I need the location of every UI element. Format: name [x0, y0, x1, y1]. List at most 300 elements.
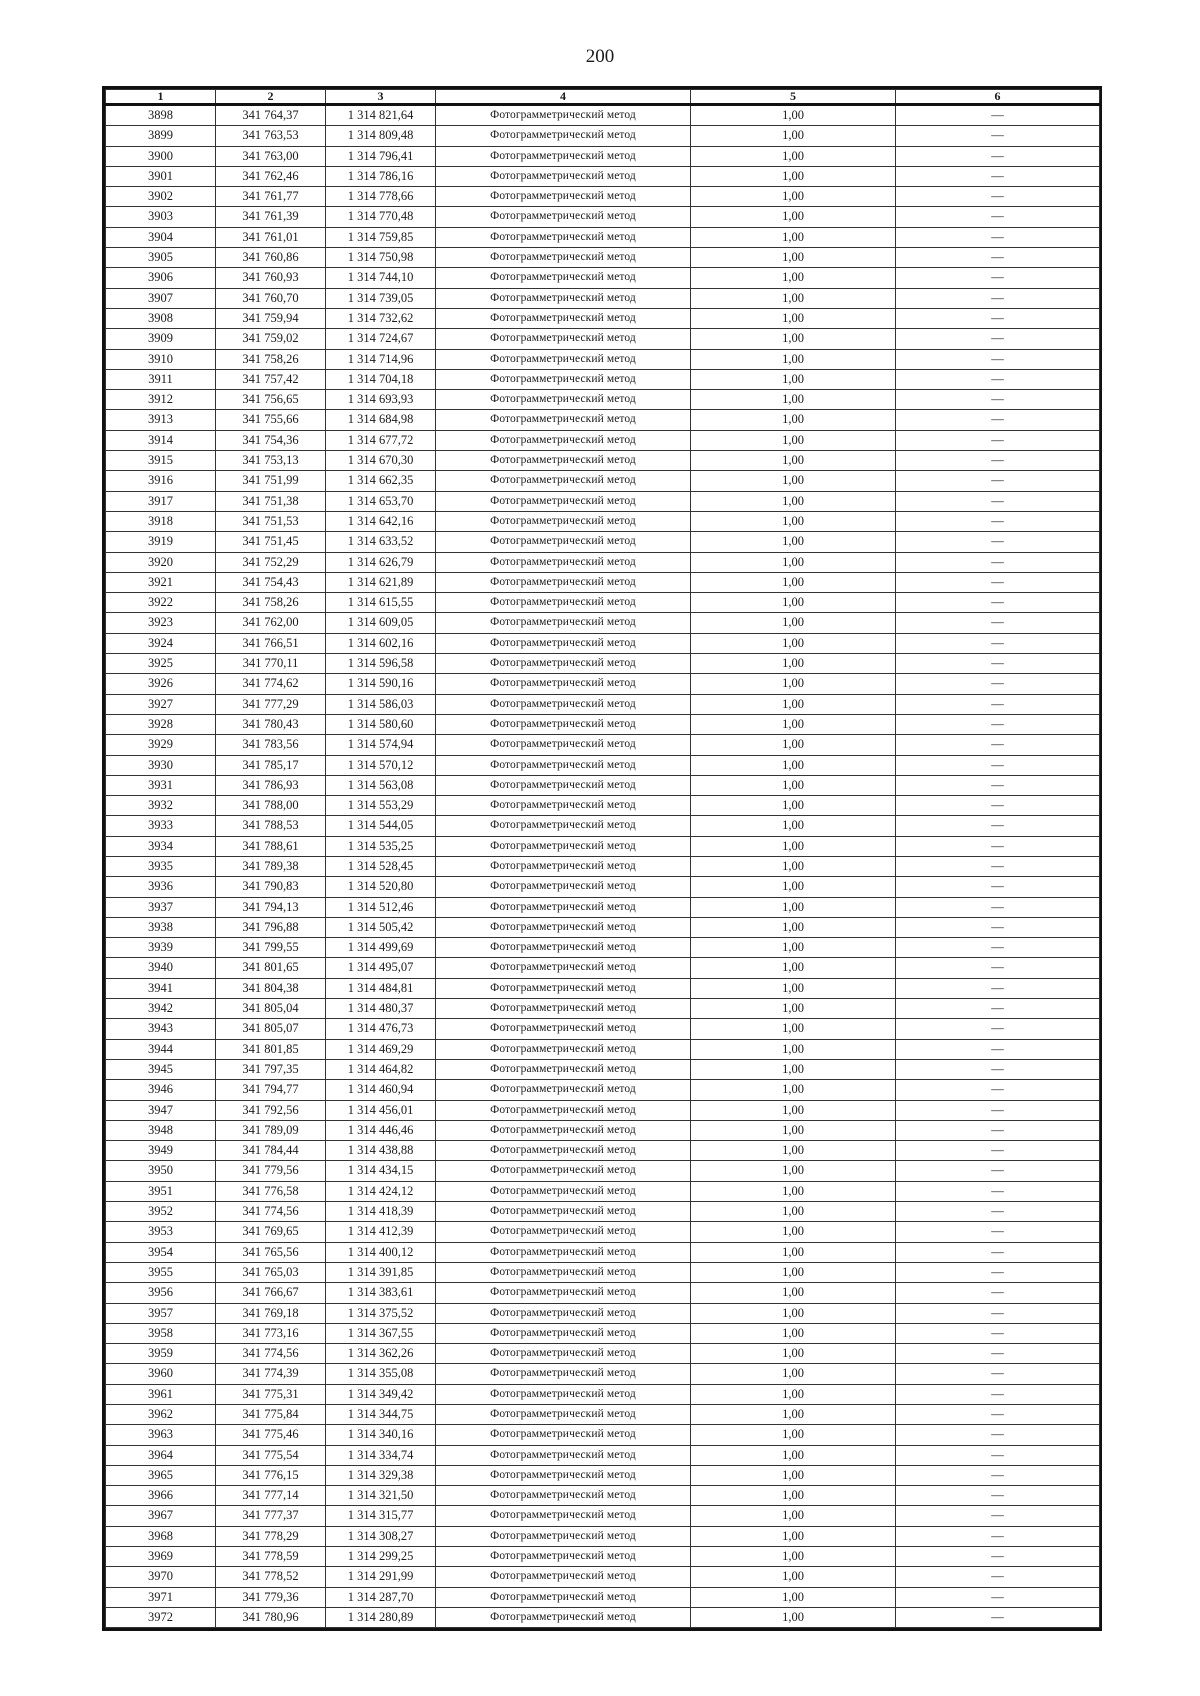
note-cell: —	[896, 430, 1100, 450]
method-cell: Фотограмметрический метод	[436, 1222, 691, 1242]
method-cell: Фотограмметрический метод	[436, 532, 691, 552]
table-row	[106, 207, 1100, 227]
note-cell: —	[896, 1486, 1100, 1506]
x-coordinate-cell: 341 751,38	[216, 491, 326, 511]
method-cell: Фотограмметрический метод	[436, 471, 691, 491]
point-number-cell: 3904	[106, 227, 216, 247]
note-cell: —	[896, 1222, 1100, 1242]
point-number-cell: 3951	[106, 1181, 216, 1201]
note-cell: —	[896, 938, 1100, 958]
note-cell: —	[896, 1202, 1100, 1222]
method-cell: Фотограмметрический метод	[436, 1120, 691, 1140]
y-coordinate-cell: 1 314 329,38	[326, 1465, 436, 1485]
point-number-cell: 3903	[106, 207, 216, 227]
point-number-cell: 3968	[106, 1526, 216, 1546]
table-row	[106, 1120, 1100, 1140]
table-row	[106, 349, 1100, 369]
note-cell: —	[896, 187, 1100, 207]
y-coordinate-cell: 1 314 580,60	[326, 714, 436, 734]
x-coordinate-cell: 341 778,59	[216, 1547, 326, 1567]
x-coordinate-cell: 341 761,01	[216, 227, 326, 247]
table-row	[106, 146, 1100, 166]
table-row	[106, 491, 1100, 511]
y-coordinate-cell: 1 314 621,89	[326, 572, 436, 592]
table-row	[106, 126, 1100, 146]
point-number-cell: 3916	[106, 471, 216, 491]
table-row	[106, 755, 1100, 775]
table-row	[106, 390, 1100, 410]
x-coordinate-cell: 341 788,00	[216, 796, 326, 816]
x-coordinate-cell: 341 785,17	[216, 755, 326, 775]
accuracy-cell: 1,00	[691, 1100, 896, 1120]
table-row	[106, 329, 1100, 349]
y-coordinate-cell: 1 314 495,07	[326, 958, 436, 978]
table-row	[106, 1019, 1100, 1039]
method-cell: Фотограмметрический метод	[436, 674, 691, 694]
accuracy-cell: 1,00	[691, 1323, 896, 1343]
note-cell: —	[896, 897, 1100, 917]
table-row	[106, 268, 1100, 288]
x-coordinate-cell: 341 760,93	[216, 268, 326, 288]
x-coordinate-cell: 341 780,43	[216, 714, 326, 734]
method-cell: Фотограмметрический метод	[436, 1607, 691, 1627]
accuracy-cell: 1,00	[691, 836, 896, 856]
x-coordinate-cell: 341 789,09	[216, 1120, 326, 1140]
point-number-cell: 3917	[106, 491, 216, 511]
accuracy-cell: 1,00	[691, 1222, 896, 1242]
note-cell: —	[896, 369, 1100, 389]
table-row	[106, 633, 1100, 653]
table-row	[106, 1181, 1100, 1201]
method-cell: Фотограмметрический метод	[436, 430, 691, 450]
column-header-6: 6	[896, 90, 1100, 105]
method-cell: Фотограмметрический метод	[436, 166, 691, 186]
x-coordinate-cell: 341 760,70	[216, 288, 326, 308]
point-number-cell: 3908	[106, 308, 216, 328]
accuracy-cell: 1,00	[691, 1344, 896, 1364]
method-cell: Фотограмметрический метод	[436, 1506, 691, 1526]
accuracy-cell: 1,00	[691, 572, 896, 592]
y-coordinate-cell: 1 314 480,37	[326, 999, 436, 1019]
table-row	[106, 572, 1100, 592]
method-cell: Фотограмметрический метод	[436, 1141, 691, 1161]
x-coordinate-cell: 341 775,84	[216, 1405, 326, 1425]
y-coordinate-cell: 1 314 739,05	[326, 288, 436, 308]
method-cell: Фотограмметрический метод	[436, 105, 691, 126]
point-number-cell: 3954	[106, 1242, 216, 1262]
point-number-cell: 3942	[106, 999, 216, 1019]
table-row	[106, 511, 1100, 531]
x-coordinate-cell: 341 751,53	[216, 511, 326, 531]
accuracy-cell: 1,00	[691, 897, 896, 917]
point-number-cell: 3918	[106, 511, 216, 531]
x-coordinate-cell: 341 799,55	[216, 938, 326, 958]
method-cell: Фотограмметрический метод	[436, 451, 691, 471]
column-header-5: 5	[691, 90, 896, 105]
point-number-cell: 3960	[106, 1364, 216, 1384]
table-row	[106, 532, 1100, 552]
accuracy-cell: 1,00	[691, 613, 896, 633]
note-cell: —	[896, 126, 1100, 146]
y-coordinate-cell: 1 314 544,05	[326, 816, 436, 836]
point-number-cell: 3946	[106, 1080, 216, 1100]
y-coordinate-cell: 1 314 456,01	[326, 1100, 436, 1120]
x-coordinate-cell: 341 759,02	[216, 329, 326, 349]
method-cell: Фотограмметрический метод	[436, 775, 691, 795]
y-coordinate-cell: 1 314 469,29	[326, 1039, 436, 1059]
method-cell: Фотограмметрический метод	[436, 1465, 691, 1485]
note-cell: —	[896, 1283, 1100, 1303]
method-cell: Фотограмметрический метод	[436, 1059, 691, 1079]
accuracy-cell: 1,00	[691, 694, 896, 714]
table-row	[106, 1283, 1100, 1303]
note-cell: —	[896, 1161, 1100, 1181]
point-number-cell: 3941	[106, 978, 216, 998]
accuracy-cell: 1,00	[691, 1547, 896, 1567]
note-cell: —	[896, 207, 1100, 227]
note-cell: —	[896, 1425, 1100, 1445]
note-cell: —	[896, 877, 1100, 897]
x-coordinate-cell: 341 763,53	[216, 126, 326, 146]
table-row	[106, 166, 1100, 186]
table-row	[106, 938, 1100, 958]
method-cell: Фотограмметрический метод	[436, 227, 691, 247]
note-cell: —	[896, 816, 1100, 836]
point-number-cell: 3963	[106, 1425, 216, 1445]
column-header-2: 2	[216, 90, 326, 105]
x-coordinate-cell: 341 765,56	[216, 1242, 326, 1262]
column-header-4: 4	[436, 90, 691, 105]
table-row	[106, 1039, 1100, 1059]
accuracy-cell: 1,00	[691, 1039, 896, 1059]
table-row	[106, 248, 1100, 268]
point-number-cell: 3921	[106, 572, 216, 592]
accuracy-cell: 1,00	[691, 654, 896, 674]
accuracy-cell: 1,00	[691, 349, 896, 369]
accuracy-cell: 1,00	[691, 1425, 896, 1445]
point-number-cell: 3969	[106, 1547, 216, 1567]
point-number-cell: 3950	[106, 1161, 216, 1181]
y-coordinate-cell: 1 314 704,18	[326, 369, 436, 389]
y-coordinate-cell: 1 314 553,29	[326, 796, 436, 816]
y-coordinate-cell: 1 314 602,16	[326, 633, 436, 653]
note-cell: —	[896, 1262, 1100, 1282]
accuracy-cell: 1,00	[691, 146, 896, 166]
method-cell: Фотограмметрический метод	[436, 654, 691, 674]
note-cell: —	[896, 471, 1100, 491]
note-cell: —	[896, 532, 1100, 552]
accuracy-cell: 1,00	[691, 105, 896, 126]
x-coordinate-cell: 341 796,88	[216, 917, 326, 937]
y-coordinate-cell: 1 314 412,39	[326, 1222, 436, 1242]
note-cell: —	[896, 227, 1100, 247]
x-coordinate-cell: 341 778,29	[216, 1526, 326, 1546]
table-row	[106, 816, 1100, 836]
accuracy-cell: 1,00	[691, 451, 896, 471]
note-cell: —	[896, 836, 1100, 856]
point-number-cell: 3929	[106, 735, 216, 755]
table-row	[106, 1080, 1100, 1100]
table-row	[106, 1486, 1100, 1506]
point-number-cell: 3907	[106, 288, 216, 308]
y-coordinate-cell: 1 314 362,26	[326, 1344, 436, 1364]
table-row	[106, 1303, 1100, 1323]
method-cell: Фотограмметрический метод	[436, 1202, 691, 1222]
point-number-cell: 3919	[106, 532, 216, 552]
x-coordinate-cell: 341 777,37	[216, 1506, 326, 1526]
x-coordinate-cell: 341 777,29	[216, 694, 326, 714]
accuracy-cell: 1,00	[691, 268, 896, 288]
accuracy-cell: 1,00	[691, 227, 896, 247]
accuracy-cell: 1,00	[691, 329, 896, 349]
y-coordinate-cell: 1 314 505,42	[326, 917, 436, 937]
x-coordinate-cell: 341 775,46	[216, 1425, 326, 1445]
y-coordinate-cell: 1 314 460,94	[326, 1080, 436, 1100]
table-row	[106, 1526, 1100, 1546]
table-row	[106, 877, 1100, 897]
note-cell: —	[896, 714, 1100, 734]
point-number-cell: 3899	[106, 126, 216, 146]
accuracy-cell: 1,00	[691, 1445, 896, 1465]
method-cell: Фотограмметрический метод	[436, 1344, 691, 1364]
method-cell: Фотограмметрический метод	[436, 1567, 691, 1587]
table-row	[106, 775, 1100, 795]
table-row	[106, 430, 1100, 450]
method-cell: Фотограмметрический метод	[436, 714, 691, 734]
y-coordinate-cell: 1 314 315,77	[326, 1506, 436, 1526]
point-number-cell: 3970	[106, 1567, 216, 1587]
accuracy-cell: 1,00	[691, 1486, 896, 1506]
y-coordinate-cell: 1 314 349,42	[326, 1384, 436, 1404]
x-coordinate-cell: 341 758,26	[216, 349, 326, 369]
accuracy-cell: 1,00	[691, 674, 896, 694]
method-cell: Фотограмметрический метод	[436, 1283, 691, 1303]
x-coordinate-cell: 341 779,56	[216, 1161, 326, 1181]
table-row	[106, 1405, 1100, 1425]
accuracy-cell: 1,00	[691, 1262, 896, 1282]
note-cell: —	[896, 1506, 1100, 1526]
y-coordinate-cell: 1 314 693,93	[326, 390, 436, 410]
note-cell: —	[896, 491, 1100, 511]
accuracy-cell: 1,00	[691, 511, 896, 531]
x-coordinate-cell: 341 763,00	[216, 146, 326, 166]
note-cell: —	[896, 1323, 1100, 1343]
y-coordinate-cell: 1 314 535,25	[326, 836, 436, 856]
note-cell: —	[896, 978, 1100, 998]
table-row	[106, 978, 1100, 998]
note-cell: —	[896, 1607, 1100, 1627]
accuracy-cell: 1,00	[691, 1405, 896, 1425]
method-cell: Фотограмметрический метод	[436, 491, 691, 511]
x-coordinate-cell: 341 774,39	[216, 1364, 326, 1384]
x-coordinate-cell: 341 789,38	[216, 856, 326, 876]
note-cell: —	[896, 349, 1100, 369]
y-coordinate-cell: 1 314 750,98	[326, 248, 436, 268]
accuracy-cell: 1,00	[691, 593, 896, 613]
point-number-cell: 3920	[106, 552, 216, 572]
table-row	[106, 1161, 1100, 1181]
point-number-cell: 3939	[106, 938, 216, 958]
accuracy-cell: 1,00	[691, 1059, 896, 1079]
x-coordinate-cell: 341 774,56	[216, 1202, 326, 1222]
method-cell: Фотограмметрический метод	[436, 248, 691, 268]
point-number-cell: 3958	[106, 1323, 216, 1343]
note-cell: —	[896, 511, 1100, 531]
point-number-cell: 3900	[106, 146, 216, 166]
column-header-1: 1	[106, 90, 216, 105]
x-coordinate-cell: 341 769,65	[216, 1222, 326, 1242]
note-cell: —	[896, 958, 1100, 978]
accuracy-cell: 1,00	[691, 978, 896, 998]
note-cell: —	[896, 1141, 1100, 1161]
method-cell: Фотограмметрический метод	[436, 511, 691, 531]
note-cell: —	[896, 1120, 1100, 1140]
y-coordinate-cell: 1 314 714,96	[326, 349, 436, 369]
table-row	[106, 1222, 1100, 1242]
x-coordinate-cell: 341 779,36	[216, 1587, 326, 1607]
accuracy-cell: 1,00	[691, 532, 896, 552]
table-row	[106, 694, 1100, 714]
y-coordinate-cell: 1 314 670,30	[326, 451, 436, 471]
note-cell: —	[896, 1181, 1100, 1201]
accuracy-cell: 1,00	[691, 1567, 896, 1587]
point-number-cell: 3953	[106, 1222, 216, 1242]
x-coordinate-cell: 341 775,31	[216, 1384, 326, 1404]
table-row	[106, 613, 1100, 633]
note-cell: —	[896, 633, 1100, 653]
accuracy-cell: 1,00	[691, 714, 896, 734]
note-cell: —	[896, 775, 1100, 795]
x-coordinate-cell: 341 778,52	[216, 1567, 326, 1587]
method-cell: Фотограмметрический метод	[436, 126, 691, 146]
y-coordinate-cell: 1 314 355,08	[326, 1364, 436, 1384]
y-coordinate-cell: 1 314 609,05	[326, 613, 436, 633]
y-coordinate-cell: 1 314 438,88	[326, 1141, 436, 1161]
table-row	[106, 471, 1100, 491]
method-cell: Фотограмметрический метод	[436, 1364, 691, 1384]
method-cell: Фотограмметрический метод	[436, 187, 691, 207]
y-coordinate-cell: 1 314 520,80	[326, 877, 436, 897]
x-coordinate-cell: 341 765,03	[216, 1262, 326, 1282]
note-cell: —	[896, 1465, 1100, 1485]
method-cell: Фотограмметрический метод	[436, 1019, 691, 1039]
table-row	[106, 1567, 1100, 1587]
note-cell: —	[896, 329, 1100, 349]
note-cell: —	[896, 552, 1100, 572]
x-coordinate-cell: 341 792,56	[216, 1100, 326, 1120]
table-row	[106, 1425, 1100, 1445]
y-coordinate-cell: 1 314 626,79	[326, 552, 436, 572]
accuracy-cell: 1,00	[691, 1141, 896, 1161]
point-number-cell: 3947	[106, 1100, 216, 1120]
point-number-cell: 3971	[106, 1587, 216, 1607]
x-coordinate-cell: 341 766,51	[216, 633, 326, 653]
y-coordinate-cell: 1 314 653,70	[326, 491, 436, 511]
point-number-cell: 3952	[106, 1202, 216, 1222]
method-cell: Фотограмметрический метод	[436, 796, 691, 816]
x-coordinate-cell: 341 805,04	[216, 999, 326, 1019]
table-row	[106, 187, 1100, 207]
accuracy-cell: 1,00	[691, 1587, 896, 1607]
x-coordinate-cell: 341 790,83	[216, 877, 326, 897]
x-coordinate-cell: 341 756,65	[216, 390, 326, 410]
x-coordinate-cell: 341 769,18	[216, 1303, 326, 1323]
point-number-cell: 3961	[106, 1384, 216, 1404]
y-coordinate-cell: 1 314 662,35	[326, 471, 436, 491]
accuracy-cell: 1,00	[691, 877, 896, 897]
table-row	[106, 1323, 1100, 1343]
y-coordinate-cell: 1 314 615,55	[326, 593, 436, 613]
point-number-cell: 3910	[106, 349, 216, 369]
y-coordinate-cell: 1 314 391,85	[326, 1262, 436, 1282]
note-cell: —	[896, 593, 1100, 613]
table-row	[106, 796, 1100, 816]
page-number: 200	[585, 46, 615, 67]
y-coordinate-cell: 1 314 677,72	[326, 430, 436, 450]
point-number-cell: 3956	[106, 1283, 216, 1303]
table-row	[106, 593, 1100, 613]
x-coordinate-cell: 341 805,07	[216, 1019, 326, 1039]
y-coordinate-cell: 1 314 367,55	[326, 1323, 436, 1343]
method-cell: Фотограмметрический метод	[436, 877, 691, 897]
accuracy-cell: 1,00	[691, 1019, 896, 1039]
method-cell: Фотограмметрический метод	[436, 897, 691, 917]
table-row	[106, 288, 1100, 308]
y-coordinate-cell: 1 314 375,52	[326, 1303, 436, 1323]
x-coordinate-cell: 341 786,93	[216, 775, 326, 795]
coordinates-table-frame	[102, 86, 1102, 1631]
coordinates-table	[105, 89, 1100, 1628]
point-number-cell: 3915	[106, 451, 216, 471]
method-cell: Фотограмметрический метод	[436, 938, 691, 958]
point-number-cell: 3936	[106, 877, 216, 897]
y-coordinate-cell: 1 314 796,41	[326, 146, 436, 166]
method-cell: Фотограмметрический метод	[436, 1161, 691, 1181]
note-cell: —	[896, 917, 1100, 937]
y-coordinate-cell: 1 314 464,82	[326, 1059, 436, 1079]
table-row	[106, 958, 1100, 978]
method-cell: Фотограмметрический метод	[436, 1445, 691, 1465]
point-number-cell: 3967	[106, 1506, 216, 1526]
x-coordinate-cell: 341 797,35	[216, 1059, 326, 1079]
table-row	[106, 1059, 1100, 1079]
x-coordinate-cell: 341 762,46	[216, 166, 326, 186]
table-row	[106, 654, 1100, 674]
method-cell: Фотограмметрический метод	[436, 593, 691, 613]
point-number-cell: 3913	[106, 410, 216, 430]
point-number-cell: 3945	[106, 1059, 216, 1079]
point-number-cell: 3937	[106, 897, 216, 917]
method-cell: Фотограмметрический метод	[436, 146, 691, 166]
column-header-3: 3	[326, 90, 436, 105]
table-body	[106, 105, 1100, 1628]
point-number-cell: 3965	[106, 1465, 216, 1485]
y-coordinate-cell: 1 314 642,16	[326, 511, 436, 531]
x-coordinate-cell: 341 774,56	[216, 1344, 326, 1364]
note-cell: —	[896, 1526, 1100, 1546]
x-coordinate-cell: 341 804,38	[216, 978, 326, 998]
table-row	[106, 1445, 1100, 1465]
accuracy-cell: 1,00	[691, 633, 896, 653]
accuracy-cell: 1,00	[691, 816, 896, 836]
point-number-cell: 3930	[106, 755, 216, 775]
method-cell: Фотограмметрический метод	[436, 856, 691, 876]
method-cell: Фотограмметрический метод	[436, 1384, 691, 1404]
note-cell: —	[896, 451, 1100, 471]
x-coordinate-cell: 341 755,66	[216, 410, 326, 430]
method-cell: Фотограмметрический метод	[436, 572, 691, 592]
x-coordinate-cell: 341 801,85	[216, 1039, 326, 1059]
